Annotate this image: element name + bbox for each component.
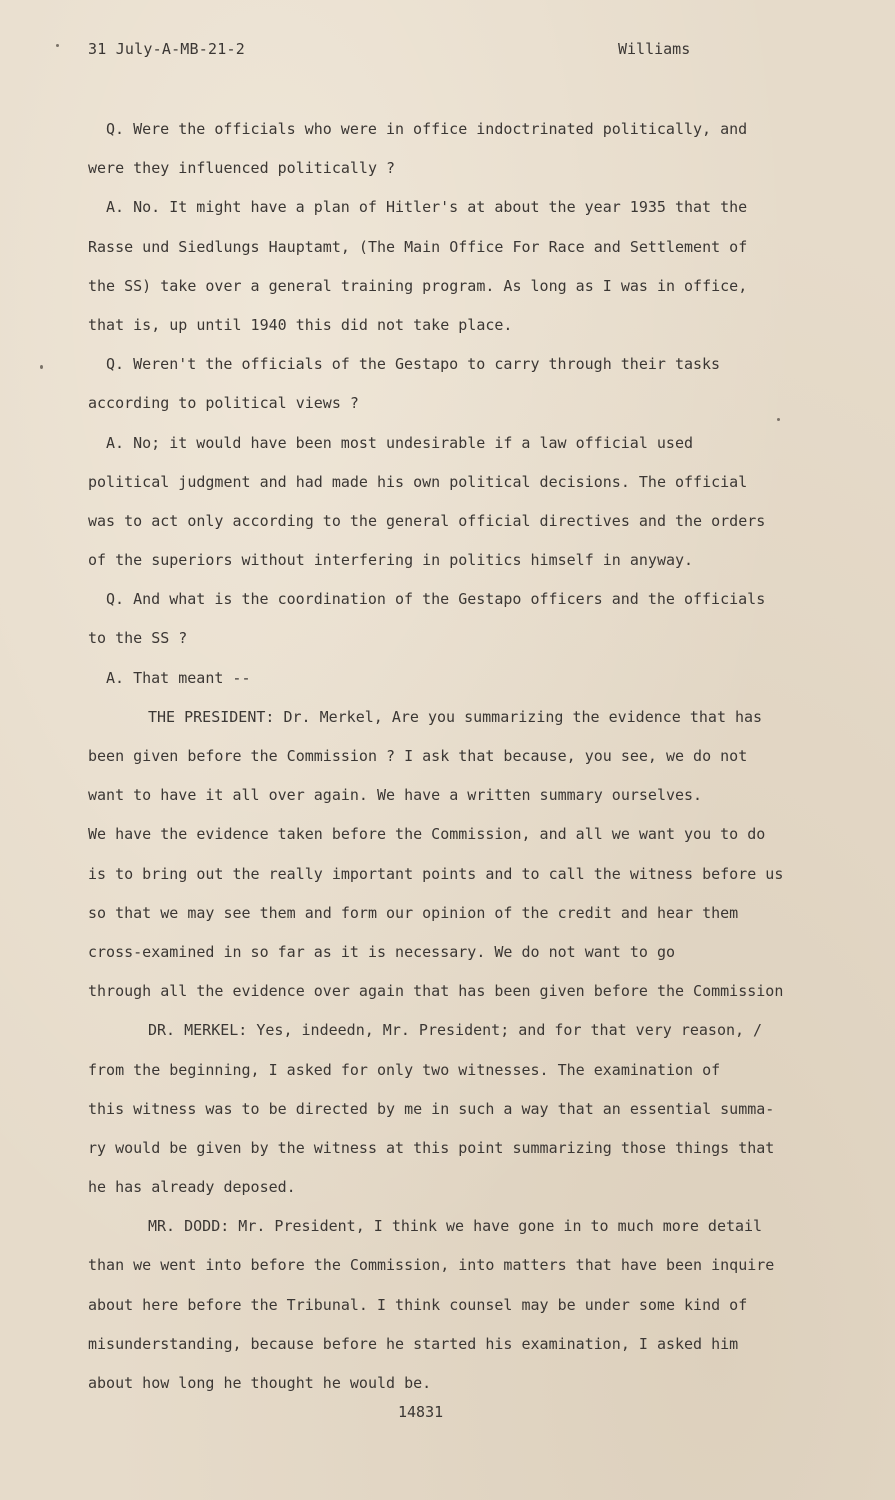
text-line: of the superiors without interfering in politics himself in anyway. (88, 551, 694, 570)
text-line: from the beginning, I asked for only two witnesses. The examination of (88, 1060, 721, 1079)
text-line: Q. Were the officials who were in office indoctrinated politically, and (106, 120, 748, 138)
text-line: so that we may see them and form our opinion of the credit and hear them (88, 903, 739, 922)
text-line: been given before the Commission ? I ask that because, you see, we do not (88, 747, 748, 765)
text-line: MR. DODD: Mr. President, I think we have gone in to much more detail (148, 1217, 763, 1236)
speaker-name: Williams (618, 40, 691, 58)
text-line: A. No; it would have been most undesirable if a law official used (106, 433, 693, 452)
text-line: A. No. It might have a plan of Hitler's at about the year 1935 that the (106, 198, 748, 217)
text-line: through all the evidence over again that has been given before the Commission (88, 982, 784, 1001)
text-line: about how long he thought he would be. (88, 1374, 432, 1392)
text-line: the SS) take over a general training program. As long as I was in office, (88, 276, 748, 295)
text-line: misunderstanding, because before he started his examination, I asked him (88, 1334, 739, 1353)
paper-speck (40, 365, 43, 369)
text-line: was to act only according to the general official directives and the orders (88, 511, 766, 530)
text-line: Rasse und Siedlungs Hauptamt, (The Main Office For Race and Settlement of (88, 237, 748, 256)
text-line: want to have it all over again. We have a written summary ourselves. (88, 786, 703, 805)
text-line: ry would be given by the witness at this point summarizing those things that (88, 1138, 775, 1157)
text-line: We have the evidence taken before the Commission, and all we want you to do (88, 825, 766, 844)
page-number: 14831 (398, 1403, 444, 1421)
text-line: A. That meant -- (106, 668, 251, 687)
text-line: about here before the Tribunal. I think counsel may be under some kind of (88, 1295, 748, 1314)
text-line: is to bring out the really important points and to call the witness before us (88, 864, 784, 883)
text-line: Q. Weren't the officials of the Gestapo to carry through their tasks (106, 355, 721, 374)
text-line: he has already deposed. (88, 1178, 296, 1197)
text-line: to the SS ? (88, 629, 188, 648)
text-line: according to political views ? (88, 394, 359, 413)
text-line: Q. And what is the coordination of the Gestapo officers and the officials (106, 590, 766, 609)
text-line: THE PRESIDENT: Dr. Merkel, Are you summarizing the evidence that has (148, 707, 763, 726)
paper-speck (56, 44, 59, 47)
text-line: were they influenced politically ? (88, 159, 396, 178)
text-line: cross-examined in so far as it is necessary. We do not want to go (88, 942, 675, 961)
transcript-body (88, 110, 828, 1403)
text-line: DR. MERKEL: Yes, indeedn, Mr. President; and for that very reason, / (148, 1021, 763, 1040)
text-line: this witness was to be directed by me in such a way that an essential summa- (88, 1099, 775, 1118)
text-line: political judgment and had made his own political decisions. The official (88, 472, 748, 491)
text-line: that is, up until 1940 this did not take place. (88, 315, 513, 334)
text-line: than we went into before the Commission, into matters that have been inquire (88, 1256, 775, 1275)
paper-speck (777, 418, 780, 421)
page-reference: 31 July-A-MB-21-2 (88, 40, 245, 58)
